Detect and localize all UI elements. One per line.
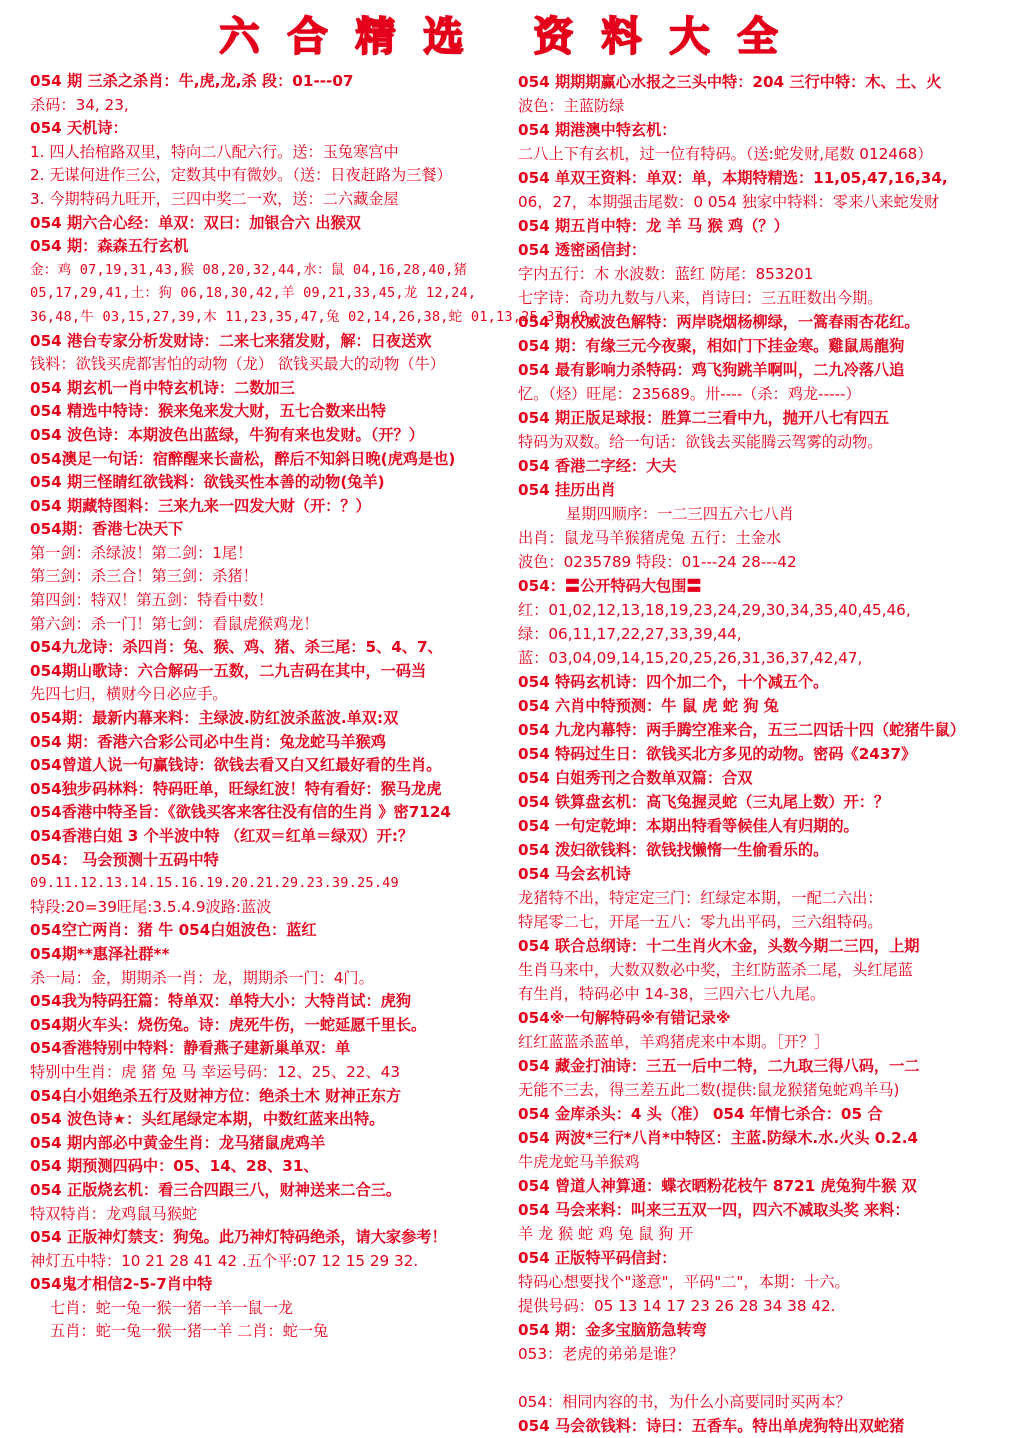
right-column-line: 七字诗：奇功九数与八来，肖诗曰：三五旺数出今期。 <box>518 289 883 307</box>
right-column-line: 054 单双王资料：单双：单，本期特精选：11,05,47,16,34, <box>518 169 948 187</box>
left-column-line: 05,17,29,41,土：狗 06,18,30,42,羊 09,21,33,45,龙 12,24, <box>30 285 477 302</box>
left-column-line: 054 天机诗： <box>30 119 128 138</box>
left-column-line: 神灯五中特：10 21 28 41 42 .五个平:07 12 15 29 32. <box>30 1251 419 1270</box>
right-column-line: 无能不三去，得三差五此二数(提供:鼠龙猴猪兔蛇鸡羊马) <box>518 1081 900 1099</box>
left-column-line: 054 期玄机一肖中特玄机诗：二数加三 <box>30 378 295 397</box>
left-column-line: 五肖：蛇一兔一猴一猪一羊 二肖：蛇一兔 <box>50 1322 329 1341</box>
left-column-line: 杀码：34, 23, <box>30 95 129 114</box>
left-column-line: 第六剑：杀一门！第七剑：看鼠虎猴鸡龙！ <box>30 614 319 633</box>
left-column-line: 054白小姐绝杀五行及财神方位：绝杀土木 财神正东方 <box>30 1086 402 1105</box>
right-column-line: 054 铁算盘玄机：高飞兔握灵蛇（三丸尾上数）开：？ <box>518 793 890 811</box>
right-column-line: 054 六肖中特预测：牛 鼠 虎 蛇 狗 兔 <box>518 697 779 715</box>
right-column-line: 054 曾道人神算通：蝶衣晒粉花枝午 8721 虎兔狗牛猴 双 <box>518 1177 917 1195</box>
right-column-line: 星期四顺序：一二三四五六七八肖 <box>566 505 794 523</box>
right-column-line: 出肖：鼠龙马羊猴猪虎兔 五行：土金水 <box>518 529 782 547</box>
right-column-line: 蓝：03,04,09,14,15,20,25,26,31,36,37,42,47, <box>518 649 863 667</box>
right-column-line: 牛虎龙蛇马羊猴鸡 <box>518 1153 640 1171</box>
left-column-line: 钱料：欲钱买虎都害怕的动物（龙） 欲钱买最大的动物（牛） <box>30 355 445 374</box>
left-column-line: 特段:20=39旺尾:3.5.4.9波路:蓝波 <box>30 897 272 916</box>
left-column-line: 第四剑：特双！第五剑：特看中数！ <box>30 591 273 610</box>
left-column-line: 09.11.12.13.14.15.16.19.20.21.29.23.39.25.49 <box>30 875 399 892</box>
left-column-line: 36,48,牛 03,15,27,39,木 11,23,35,47,兔 02,14,26,38,蛇 01,13,25,37,49, <box>30 308 597 325</box>
left-column-line: 054 期藏特图料：三来九来一四发大财（开：？） <box>30 496 371 515</box>
right-column-line: 字内五行：木 水波数：蓝红 防尾：853201 <box>518 265 814 283</box>
right-column-line: 054※一句解特码※有错记录※ <box>518 1009 731 1027</box>
right-column-line: 054：相同内容的书，为什么小高要同时买两本？ <box>518 1393 851 1411</box>
right-column-line: 054 金库杀头：4 头（准） 054 年情七杀合：05 合 <box>518 1105 883 1123</box>
left-column-line: 054九龙诗：杀四肖：兔、猴、鸡、猪、杀三尾：5、4、7、 <box>30 638 443 657</box>
right-column-line: 054 期期期赢心水报之三头中特：204 三行中特：木、土、火 <box>518 73 942 91</box>
left-column-line: 特别中生肖：虎 猪 兔 马 幸运号码：12、25、22、43 <box>30 1062 400 1081</box>
right-column-line: 054 挂历出肖 <box>518 481 616 499</box>
left-column-line: 054空亡两肖：猪 牛 054白姐波色：蓝红 <box>30 921 317 940</box>
left-column-line: 054 期：森森五行玄机 <box>30 237 189 256</box>
left-column-line: 054香港特别中特料：静看燕子建新巢单双：单 <box>30 1039 351 1058</box>
left-column-line: 054期：最新内幕来料：主绿波.防红波杀蓝波.单双:双 <box>30 709 399 728</box>
right-column-line: 绿：06,11,17,22,27,33,39,44, <box>518 625 742 643</box>
left-column-line: 054： 马会预测十五码中特 <box>30 850 219 869</box>
right-column-line: 054 特码过生日：欲钱买北方多见的动物。密码《2437》 <box>518 745 917 763</box>
right-column-line: 054 期港澳中特玄机： <box>518 121 677 139</box>
left-column-line: 054曾道人说一句赢钱诗：欲钱去看又白又红最好看的生肖。 <box>30 756 442 775</box>
left-column-line: 054期火车头：烧伤兔。诗：虎死牛伤，一蛇延愿千里长。 <box>30 1015 427 1034</box>
right-column-line: 特码为双数。给一句话：欲钱去买能腾云驾雾的动物。 <box>518 433 883 451</box>
left-column-line: 054期**惠泽社群** <box>30 944 170 963</box>
right-column-line: 波色：0235789 特段：01---24 28---42 <box>518 553 797 571</box>
right-column <box>518 70 1008 1438</box>
right-column-line: 054 藏金打油诗：三五一后中二特，二九取三得八码，一二 <box>518 1057 920 1075</box>
left-column-line: 先四七归，横财今日必应手。 <box>30 685 228 704</box>
left-column-line: 054 精选中特诗：猴来兔来发大财，五七合数来出特 <box>30 402 386 421</box>
left-column-line: 第三剑：杀三合！第三剑：杀猪！ <box>30 567 258 586</box>
right-column-line: 054 一句定乾坤：本期出特看等候佳人有归期的。 <box>518 817 859 835</box>
left-column-line: 054香港中特圣旨：《欲钱买客来客往没有信的生肖 》密7124 <box>30 803 451 822</box>
left-column-line: 七肖：蛇一兔一猴一猪一羊一鼠一龙 <box>50 1298 293 1317</box>
right-column-line: 羊 龙 猴 蛇 鸡 兔 鼠 狗 开 <box>518 1225 694 1243</box>
right-column-line: 054 白姐秀刊之合数单双篇：合双 <box>518 769 753 787</box>
right-column-line: 波色：主蓝防绿 <box>518 97 625 115</box>
left-column-line: 054 波色诗★：头红尾绿定本期，中数红蓝来出特。 <box>30 1110 385 1129</box>
left-column-line: 054 正版神灯禁支：狗兔。此乃神灯特码绝杀，请大家参考！ <box>30 1228 447 1247</box>
left-column-line: 054 期三怪睛红欲钱料：欲钱买性本善的动物(兔羊) <box>30 473 385 492</box>
right-column-line: 054 两波*三行*八肖*中特区：主蓝.防绿木.水.火头 0.2.4 <box>518 1129 919 1147</box>
right-column-line: 054 期：有缘三元今夜聚，相如门下挂金寒。雞鼠馬龍狗 <box>518 337 905 355</box>
left-column-line: 054 正版烧玄机：看三合四跟三八，财神送来二合三。 <box>30 1180 402 1199</box>
right-column-line: 二八上下有玄机，过一位有特码。（送:蛇发财,尾数 012468） <box>518 145 933 163</box>
left-column-line: 054期：香港七决天下 <box>30 520 184 539</box>
left-column-line: 3. 今期特码九旺开，三四中奖二一欢，送：二六藏金屋 <box>30 189 399 208</box>
right-column-line: 054 期正版足球报：胜算二三看中九，抛开八七有四五 <box>518 409 890 427</box>
right-column-line: 红红蓝蓝杀蓝单，羊鸡猪虎来中本期。［开？］ <box>518 1033 830 1051</box>
left-column-line: 054 波色诗：本期波色出蓝绿，牛狗有来也发财。（开？） <box>30 425 424 444</box>
left-column-line: 054 期内部必中黄金生肖：龙马猪鼠虎鸡羊 <box>30 1133 326 1152</box>
right-column-line: 06，27，本期强击尾数：0 054 独家中特料：零来八来蛇发财 <box>518 193 940 211</box>
left-column-line: 054 期 三杀之杀肖：牛,虎,龙,杀 段：01---07 <box>30 72 354 90</box>
right-column-line: 054 九龙内幕特：两手腾空准来合，五三二四话十四（蛇猪牛鼠） <box>518 721 966 739</box>
left-column-line: 金：鸡 07,19,31,43,猴 08,20,32,44,水：鼠 04,16,28,40,猪 <box>30 261 468 278</box>
right-column-line: 053：老虎的弟弟是谁？ <box>518 1345 684 1363</box>
left-column-line: 第一剑：杀绿波！第二剑：1尾！ <box>30 543 253 562</box>
right-column-line: 054 正版特平码信封： <box>518 1249 677 1267</box>
right-column-line: 有生肖，特码必中 14-38，三四六七八九尾。 <box>518 985 826 1003</box>
left-column-line: 054 期预测四码中：05、14、28、31、 <box>30 1157 319 1176</box>
left-column-line: 054 期六合心经：单双：双曰：加银合六 出猴双 <box>30 213 361 232</box>
left-column-line: 054独步码林料：特码旺单，旺绿红波！特有看好：猴马龙虎 <box>30 779 442 798</box>
right-column-line: 提供号码：05 13 14 17 23 26 28 34 38 42. <box>518 1297 836 1315</box>
right-column-line: 054：〓公开特码大包围〓 <box>518 577 702 595</box>
left-column-line: 054澳足一句话：宿醉醒来长啬松，醉后不知斜日晚(虎鸡是也) <box>30 449 456 468</box>
right-column-line: 054 期五肖中特：龙 羊 马 猴 鸡（？） <box>518 217 789 235</box>
right-column-line: 054 泼妇欲钱料：欲钱找懒惰一生偷看乐的。 <box>518 841 829 859</box>
left-column-line: 054 港台专家分析发财诗：二来七来猪发财，解：日夜送欢 <box>30 331 432 350</box>
right-column-line: 054 透密函信封： <box>518 241 647 259</box>
right-column-line: 054 香港二字经：大夫 <box>518 457 677 475</box>
right-column-line: 忆。（烃）旺尾：235689。卅----（杀：鸡龙-----） <box>518 385 861 403</box>
right-column-line: 054 特码玄机诗：四个加二个，十个减五个。 <box>518 673 829 691</box>
left-column-line: 杀一局：金，期期杀一肖：龙，期期杀一门：4门。 <box>30 968 374 987</box>
right-column-line: 054 马会玄机诗 <box>518 865 631 883</box>
left-column-line: 054 期：香港六合彩公司必中生肖：兔龙蛇马羊猴鸡 <box>30 732 386 751</box>
left-column-line: 054鬼才相信2-5-7肖中特 <box>30 1275 213 1294</box>
right-column-line: 054 期：金多宝脑筋急转弯 <box>518 1321 707 1339</box>
right-column-line: 特码心想要找个"遂意"，平码"二"，本期：十六。 <box>518 1273 850 1291</box>
right-column-line: 红：01,02,12,13,18,19,23,24,29,30,34,35,40,45,46, <box>518 601 911 619</box>
page-title: 六合精选 资料大全 <box>219 13 806 60</box>
left-column-line: 054我为特码狂篇：特单双：单特大小：大特肖试：虎狗 <box>30 992 412 1011</box>
right-column-line: 054 马会来料：叫来三五双一四，四六不减取头奖 来料： <box>518 1201 910 1219</box>
right-column-line: 特尾零二七，开尾一五八：零九出平码，三六组特码。 <box>518 913 883 931</box>
right-column-line: 054 马会欲钱料：诗曰：五香车。特出单虎狗特出双蛇猪 <box>518 1417 905 1435</box>
right-column-line <box>518 1366 1008 1390</box>
left-column-line: 054香港白姐 3 个半波中特 （红双＝红单＝绿双）开:？ <box>30 827 414 845</box>
right-column-line: 054 联合总纲诗：十二生肖火木金，头数今期二三四，上期 <box>518 937 920 955</box>
right-column-line: 龙猪特不出，特定定三门：红绿定本期，一配二六出： <box>518 889 883 907</box>
left-column-line: 特双特肖：龙鸡鼠马猴蛇 <box>30 1204 198 1223</box>
right-column-line: 生肖马来中，大数双数必中奖，主红防蓝杀二尾，头红尾蓝 <box>518 961 913 979</box>
left-column-line: 1. 四人抬棺路双里，特向二八配六行。送：玉兔寒宫中 <box>30 142 399 161</box>
right-column-line: 054 期权威波色解特：两岸晓烟杨柳绿，一篙春雨杏花红。 <box>518 313 920 331</box>
right-column-line: 054 最有影响力杀特码：鸡飞狗跳羊啊叫，二九冷落八追 <box>518 361 905 379</box>
left-column-line: 2. 无谋何进作三公，定数其中有微妙。（送：日夜赶路为三餐） <box>30 166 452 185</box>
left-column-line: 054期山歌诗：六合解码一五数，二九吉码在其中，一码当 <box>30 661 427 680</box>
